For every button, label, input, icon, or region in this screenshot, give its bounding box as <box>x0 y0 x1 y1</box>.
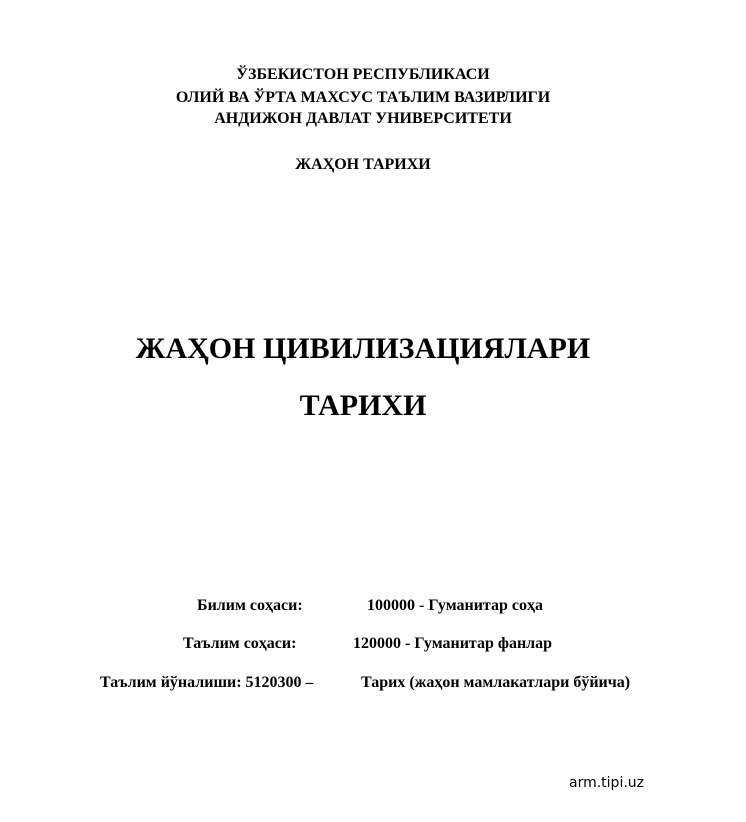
knowledge-area-value: 100000 - Гуманитар соҳа <box>367 597 543 614</box>
education-area-value: 120000 - Гуманитар фанлар <box>353 635 553 652</box>
source-watermark: arm.tipi.uz <box>569 775 645 791</box>
education-direction-label: Таълим йўналиши: 5120300 – <box>100 674 314 691</box>
education-area-label: Таълим соҳаси: <box>183 635 297 652</box>
ministry-heading: ОЛИЙ ВА ЎРТА МАХСУС ТАЪЛИМ ВАЗИРЛИГИ <box>175 89 551 106</box>
document-title-line1: ЖАҲОН ЦИВИЛИЗАЦИЯЛАРИ <box>135 332 591 365</box>
knowledge-area-label: Билим соҳаси: <box>197 597 303 614</box>
university-heading: АНДИЖОН ДАВЛАТ УНИВЕРСИТЕТИ <box>214 110 512 127</box>
department-heading: ЖАҲОН ТАРИХИ <box>295 156 431 173</box>
education-direction-value: Тарих (жаҳон мамлакатлари бўйича) <box>361 674 631 691</box>
country-heading: ЎЗБЕКИСТОН РЕСПУБЛИКАСИ <box>236 66 490 83</box>
document-title-line2: ТАРИХИ <box>299 389 427 422</box>
